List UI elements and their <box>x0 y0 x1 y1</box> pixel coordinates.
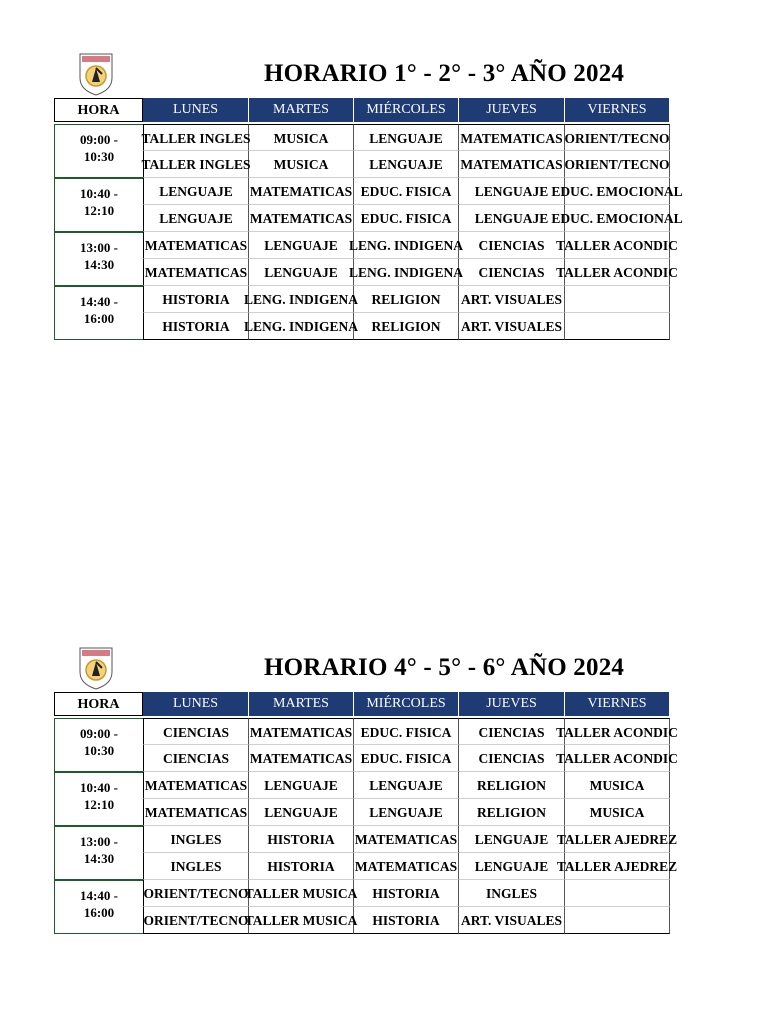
table-row <box>143 178 683 205</box>
time-slot <box>54 232 678 286</box>
subject-cell-miercoles <box>354 718 459 745</box>
subject-cell-jueves <box>459 772 565 799</box>
subject-cell-jueves <box>459 232 565 259</box>
subject-label: LENGUAJE <box>369 131 443 146</box>
subject-cell-miercoles <box>354 853 459 880</box>
subject-cell-miercoles <box>354 907 459 934</box>
table-row <box>143 799 670 826</box>
table-row <box>143 772 670 799</box>
subject-label: ORIENT/TECNO <box>143 913 249 928</box>
subject-cell-lunes <box>143 880 249 907</box>
subject-label: HISTORIA <box>372 913 440 928</box>
subject-cell-miercoles <box>354 826 459 853</box>
subject-label: MUSICA <box>273 131 329 146</box>
subject-cell-miercoles <box>348 232 464 259</box>
day-header-miercoles: MIÉRCOLES <box>354 98 459 122</box>
subject-label: ORIENT/TECNO <box>143 886 249 901</box>
subject-cell-miercoles <box>354 880 459 907</box>
subject-label: MUSICA <box>589 805 645 820</box>
subject-label: MATEMATICAS <box>144 805 248 820</box>
subject-label: MATEMATICAS <box>144 238 248 253</box>
subject-label: LENGUAJE <box>369 805 443 820</box>
subject-label: MATEMATICAS <box>460 131 563 146</box>
table-row <box>143 124 670 151</box>
subject-label: TALLER MUSICA <box>244 913 358 928</box>
subject-label: CIENCIAS <box>162 751 230 766</box>
subject-label: ART. VISUALES <box>460 319 563 334</box>
subject-cell-martes <box>243 313 359 340</box>
hora-header: HORA <box>54 692 143 716</box>
time-start: 10:40 - <box>80 780 118 795</box>
subject-label: EDUC. FISICA <box>360 184 452 199</box>
subject-cell-lunes <box>143 799 249 826</box>
schedule-grid <box>54 124 683 340</box>
subject-label: TALLER ACONDIC <box>556 238 678 253</box>
subject-cell-martes <box>244 880 358 907</box>
subject-cell-lunes <box>143 826 249 853</box>
subject-label: TALLER MUSICA <box>244 886 358 901</box>
subject-cell-martes <box>249 124 354 151</box>
subject-label: LENGUAJE <box>264 778 338 793</box>
time-range <box>54 718 143 772</box>
subject-label: INGLES <box>485 886 538 901</box>
subject-label: LENGUAJE <box>159 184 233 199</box>
subject-label: TALLER AJEDREZ <box>556 832 678 847</box>
time-range <box>54 124 143 178</box>
subject-cell-martes <box>249 745 354 772</box>
table-header <box>54 98 670 122</box>
subject-label: LENGUAJE <box>159 211 233 226</box>
subject-cell-miercoles <box>354 286 459 313</box>
subject-cell-martes <box>244 907 358 934</box>
time-start: 14:40 - <box>80 294 118 309</box>
subject-label: LENGUAJE <box>474 859 549 874</box>
subject-cell-jueves <box>459 313 565 340</box>
subject-cell-jueves <box>459 907 565 934</box>
subject-label: RELIGION <box>371 319 441 334</box>
subject-cell-viernes <box>565 907 670 934</box>
schedule-grid <box>54 718 678 934</box>
time-end: 12:10 <box>83 203 115 218</box>
subject-label: ART. VISUALES <box>460 292 563 307</box>
subject-label: LENGUAJE <box>474 211 549 226</box>
subject-cell-viernes <box>565 799 670 826</box>
school-crest-icon <box>78 52 114 96</box>
subject-label: LENGUAJE <box>369 157 443 172</box>
subject-cell-lunes <box>143 124 249 151</box>
time-range <box>54 178 143 232</box>
subject-cell-martes <box>243 286 359 313</box>
time-slot <box>54 718 678 772</box>
day-header-jueves: JUEVES <box>459 98 565 122</box>
time-start: 13:00 - <box>80 834 118 849</box>
table-row <box>143 880 670 907</box>
subject-label: HISTORIA <box>267 832 335 847</box>
school-crest-icon <box>78 646 114 690</box>
subject-cell-miercoles <box>354 745 459 772</box>
day-header-miercoles: MIÉRCOLES <box>354 692 459 716</box>
subject-cell-viernes <box>556 826 678 853</box>
subject-cell-viernes <box>565 286 670 313</box>
subject-cell-martes <box>249 799 354 826</box>
subject-cell-jueves <box>459 151 565 178</box>
time-start: 10:40 - <box>80 186 118 201</box>
subject-label: TALLER ACONDIC <box>556 265 678 280</box>
subject-label: MATEMATICAS <box>354 832 458 847</box>
subject-cell-jueves <box>459 178 565 205</box>
subject-label: MATEMATICAS <box>354 859 458 874</box>
subject-cell-miercoles <box>354 178 459 205</box>
table-row <box>143 232 678 259</box>
table-row <box>143 286 670 313</box>
subject-label: EDUC. EMOCIONAL <box>551 184 683 199</box>
subject-cell-jueves <box>459 880 565 907</box>
subject-label: MATEMATICAS <box>249 184 353 199</box>
time-slot <box>54 880 670 934</box>
subject-cell-lunes <box>143 259 249 286</box>
table-row <box>143 313 670 340</box>
subject-cell-martes <box>249 772 354 799</box>
subject-label: EDUC. FISICA <box>360 211 452 226</box>
subject-cell-martes <box>249 718 354 745</box>
subject-cell-jueves <box>459 205 565 232</box>
subject-label: LENGUAJE <box>264 265 338 280</box>
subject-cell-lunes <box>143 907 249 934</box>
subject-label: INGLES <box>170 859 222 874</box>
subject-cell-miercoles <box>348 259 464 286</box>
time-start: 13:00 - <box>80 240 118 255</box>
time-slot <box>54 286 670 340</box>
subject-cell-lunes <box>143 772 249 799</box>
time-range <box>54 826 143 880</box>
subject-label: MATEMATICAS <box>144 265 248 280</box>
subject-cell-viernes <box>565 772 670 799</box>
subject-cell-jueves <box>459 286 565 313</box>
subject-label: CIENCIAS <box>478 265 545 280</box>
subject-cell-lunes <box>143 853 249 880</box>
time-slot <box>54 826 678 880</box>
table-row <box>143 259 678 286</box>
subject-label: LENG. INDIGENA <box>348 265 464 280</box>
subject-cell-lunes <box>143 745 249 772</box>
subject-cell-jueves <box>459 853 565 880</box>
subject-cell-jueves <box>459 124 565 151</box>
subject-label: TALLER INGLES <box>141 157 251 172</box>
subject-label: EDUC. FISICA <box>360 725 452 740</box>
table-row <box>143 151 670 178</box>
subject-label: ORIENT/TECNO <box>564 157 670 172</box>
subject-label: MATEMATICAS <box>249 725 353 740</box>
subject-cell-lunes <box>143 313 249 340</box>
subject-label: CIENCIAS <box>478 725 545 740</box>
time-end: 14:30 <box>83 257 115 272</box>
time-range <box>54 286 143 340</box>
subject-cell-viernes <box>551 178 683 205</box>
subject-label: RELIGION <box>371 292 441 307</box>
subject-label: RELIGION <box>476 805 547 820</box>
subject-label: MUSICA <box>273 157 329 172</box>
time-start: 14:40 - <box>80 888 118 903</box>
day-header-martes: MARTES <box>249 98 354 122</box>
subject-cell-viernes <box>551 205 683 232</box>
time-end: 16:00 <box>83 311 115 326</box>
time-end: 10:30 <box>83 149 115 164</box>
table-row <box>143 853 678 880</box>
subject-cell-viernes <box>556 259 678 286</box>
subject-cell-jueves <box>459 745 565 772</box>
subject-label: ART. VISUALES <box>460 913 563 928</box>
subject-cell-martes <box>249 205 354 232</box>
subject-cell-viernes <box>565 151 670 178</box>
subject-label: MATEMATICAS <box>249 211 353 226</box>
subject-cell-martes <box>249 853 354 880</box>
hora-header: HORA <box>54 98 143 122</box>
subject-cell-jueves <box>459 259 565 286</box>
subject-label: HISTORIA <box>162 292 230 307</box>
time-end: 12:10 <box>83 797 115 812</box>
subject-cell-jueves <box>459 826 565 853</box>
day-header-lunes: LUNES <box>143 98 249 122</box>
subject-label: RELIGION <box>476 778 547 793</box>
subject-label: LENGUAJE <box>369 778 443 793</box>
subject-cell-miercoles <box>354 151 459 178</box>
subject-label: TALLER ACONDIC <box>556 751 678 766</box>
subject-cell-jueves <box>459 799 565 826</box>
day-header-viernes: VIERNES <box>565 692 670 716</box>
subject-cell-martes <box>249 178 354 205</box>
subject-label: CIENCIAS <box>478 751 545 766</box>
subject-label: HISTORIA <box>267 859 335 874</box>
time-range <box>54 880 143 934</box>
subject-label: ORIENT/TECNO <box>564 131 670 146</box>
table-row <box>143 907 670 934</box>
subject-cell-miercoles <box>354 313 459 340</box>
subject-label: LENGUAJE <box>264 805 338 820</box>
time-slot <box>54 772 670 826</box>
subject-label: LENG. INDIGENA <box>243 292 359 307</box>
subject-cell-jueves <box>459 718 565 745</box>
time-end: 14:30 <box>83 851 115 866</box>
time-slot <box>54 178 683 232</box>
time-end: 10:30 <box>83 743 115 758</box>
subject-cell-miercoles <box>354 205 459 232</box>
time-range <box>54 232 143 286</box>
subject-cell-viernes <box>556 232 678 259</box>
subject-label: CIENCIAS <box>478 238 545 253</box>
subject-label: LENG. INDIGENA <box>243 319 359 334</box>
subject-label: TALLER ACONDIC <box>556 725 678 740</box>
day-header-martes: MARTES <box>249 692 354 716</box>
subject-label: LENGUAJE <box>264 238 338 253</box>
subject-label: LENGUAJE <box>474 184 549 199</box>
subject-cell-viernes <box>556 745 678 772</box>
schedule-title: HORARIO 1° - 2° - 3° AÑO 2024 <box>264 60 625 87</box>
subject-label: MUSICA <box>589 778 645 793</box>
subject-cell-lunes <box>143 205 249 232</box>
subject-label: TALLER INGLES <box>141 131 251 146</box>
day-header-jueves: JUEVES <box>459 692 565 716</box>
subject-cell-martes <box>249 151 354 178</box>
time-start: 09:00 - <box>80 726 118 741</box>
time-end: 16:00 <box>83 905 115 920</box>
subject-label: MATEMATICAS <box>144 778 248 793</box>
subject-cell-martes <box>249 259 354 286</box>
subject-label: INGLES <box>170 832 222 847</box>
subject-cell-lunes <box>143 232 249 259</box>
subject-label: EDUC. EMOCIONAL <box>551 211 683 226</box>
time-start: 09:00 - <box>80 132 118 147</box>
subject-cell-lunes <box>143 718 249 745</box>
subject-cell-lunes <box>143 151 249 178</box>
subject-cell-miercoles <box>354 772 459 799</box>
subject-cell-viernes <box>565 313 670 340</box>
table-header <box>54 692 670 716</box>
day-header-lunes: LUNES <box>143 692 249 716</box>
table-row <box>143 205 683 232</box>
time-slot <box>54 124 670 178</box>
subject-cell-miercoles <box>354 799 459 826</box>
subject-label: EDUC. FISICA <box>360 751 452 766</box>
subject-label: HISTORIA <box>162 319 230 334</box>
table-row <box>143 745 678 772</box>
subject-cell-viernes <box>565 124 670 151</box>
subject-label: CIENCIAS <box>162 725 230 740</box>
subject-label: LENG. INDIGENA <box>348 238 464 253</box>
subject-label: TALLER AJEDREZ <box>556 859 678 874</box>
subject-label: MATEMATICAS <box>249 751 353 766</box>
table-row <box>143 718 678 745</box>
day-header-viernes: VIERNES <box>565 98 670 122</box>
subject-label: MATEMATICAS <box>460 157 563 172</box>
subject-cell-miercoles <box>354 124 459 151</box>
subject-cell-viernes <box>556 853 678 880</box>
subject-cell-martes <box>249 232 354 259</box>
subject-cell-viernes <box>565 880 670 907</box>
time-range <box>54 772 143 826</box>
subject-cell-lunes <box>143 178 249 205</box>
schedule-title: HORARIO 4° - 5° - 6° AÑO 2024 <box>264 654 625 681</box>
subject-cell-lunes <box>143 286 249 313</box>
subject-cell-viernes <box>556 718 678 745</box>
subject-label: HISTORIA <box>372 886 440 901</box>
subject-label: LENGUAJE <box>474 832 549 847</box>
table-row <box>143 826 678 853</box>
subject-cell-martes <box>249 826 354 853</box>
